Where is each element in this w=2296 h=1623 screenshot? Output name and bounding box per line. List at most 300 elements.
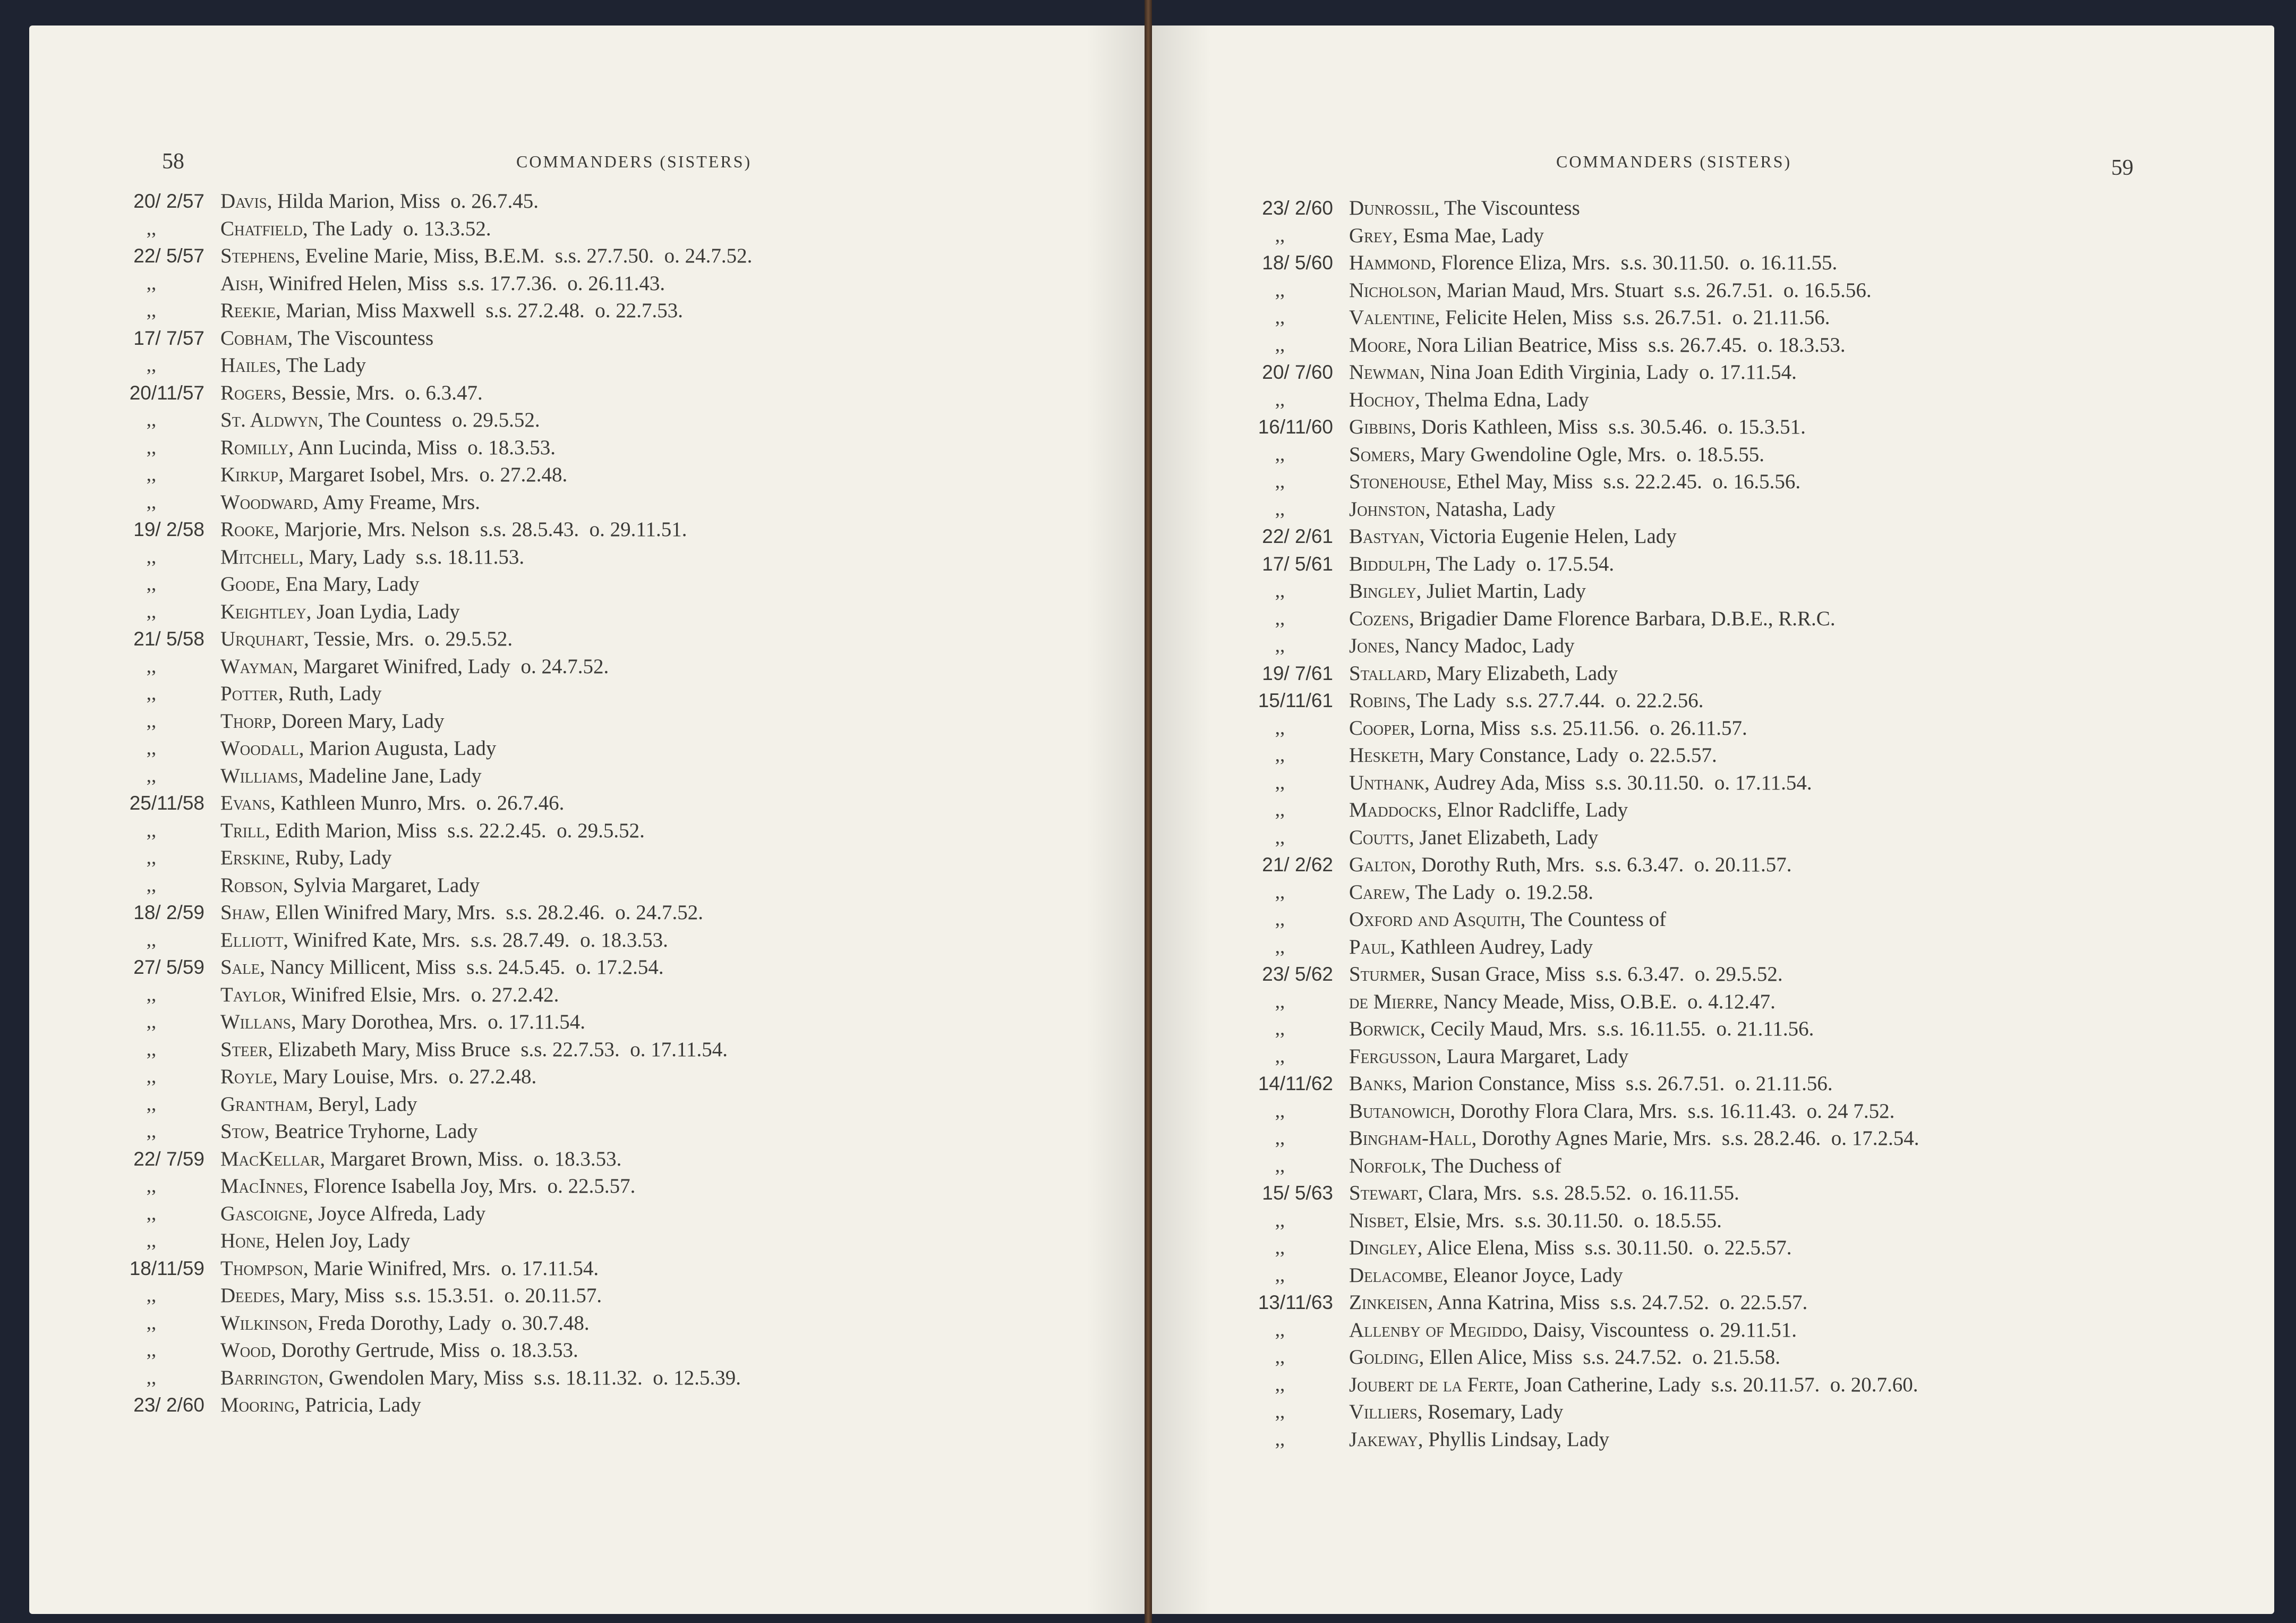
entry-details: , Joyce Alfreda, Lady xyxy=(308,1202,486,1225)
list-item xyxy=(1211,1207,2268,1235)
entry-details: , Amy Freame, Mrs. xyxy=(313,490,480,514)
entry-surname: Thorp xyxy=(220,709,271,733)
entry-details: , Kathleen Munro, Mrs. o. 26.7.46. xyxy=(270,792,565,814)
entry-text xyxy=(220,872,480,899)
entry-text xyxy=(1349,1098,1894,1125)
entry-surname: Grantham xyxy=(220,1092,308,1116)
entry-date: ,, xyxy=(146,354,157,376)
entry-details: , The Lady o. 19.2.58. xyxy=(1405,880,1594,904)
entry-text xyxy=(1349,1371,1918,1399)
entry-details: , Thelma Edna, Lady xyxy=(1415,388,1589,411)
entry-text xyxy=(1349,550,1614,578)
list-item xyxy=(1211,687,2268,715)
gutter-shadow xyxy=(1147,26,1211,1614)
entry-surname: Dunrossil xyxy=(1349,197,1435,219)
entry-text xyxy=(220,598,460,626)
list-item xyxy=(82,680,1139,708)
entry-details: , Daisy, Viscountess o. 29.11.51. xyxy=(1522,1318,1797,1341)
entry-surname: Steer xyxy=(220,1038,268,1061)
entry-text xyxy=(220,516,687,543)
entry-text xyxy=(1349,687,1703,715)
book-spine xyxy=(1145,0,1152,1623)
entry-date: ,, xyxy=(1275,1209,1285,1231)
entry-text xyxy=(220,1063,536,1091)
entry-date: ,, xyxy=(1275,334,1285,356)
entry-text xyxy=(220,927,668,954)
entry-text xyxy=(1349,1043,1628,1070)
list-item xyxy=(1211,441,2268,469)
entry-text xyxy=(1349,523,1677,550)
entry-text xyxy=(1349,1179,1739,1207)
entry-text xyxy=(220,489,480,516)
list-item xyxy=(82,598,1139,626)
list-item xyxy=(1211,796,2268,824)
entry-details: , Esma Mae, Lady xyxy=(1393,224,1544,247)
entry-text xyxy=(220,1118,478,1145)
entry-details: , Ethel May, Miss s.s. 22.2.45. o. 16.5.56. xyxy=(1446,470,1801,493)
entry-date: 13/11/63 xyxy=(1258,1291,1333,1313)
entry-date: ,, xyxy=(146,409,157,431)
list-item xyxy=(82,954,1139,981)
entry-date: 20/ 7/60 xyxy=(1262,361,1333,383)
list-item xyxy=(82,1200,1139,1228)
entry-surname: Valentine xyxy=(1349,306,1435,329)
entry-details: , Margaret Winifred, Lady o. 24.7.52. xyxy=(293,655,609,678)
entry-date: ,, xyxy=(1275,826,1285,848)
list-item xyxy=(1211,879,2268,906)
entry-text xyxy=(220,1282,602,1310)
entry-date: ,, xyxy=(1275,717,1285,739)
entry-details: , Doris Kathleen, Miss s.s. 30.5.46. o. 15.3.51. xyxy=(1411,415,1806,438)
entry-text xyxy=(220,1255,599,1282)
entry-details: , Dorothy Ruth, Mrs. s.s. 6.3.47. o. 20.11.57. xyxy=(1411,853,1792,876)
entry-surname: Erskine xyxy=(220,846,285,869)
entry-details: , Dorothy Gertrude, Miss o. 18.3.53. xyxy=(271,1339,578,1362)
entry-surname: Grey xyxy=(1349,224,1393,247)
entry-date: ,, xyxy=(1275,1127,1285,1149)
entry-date: 22/ 5/57 xyxy=(133,245,204,267)
entry-details: , Edith Marion, Miss s.s. 22.2.45. o. 29.5.52. xyxy=(264,819,645,842)
entry-surname: Newman xyxy=(1349,361,1420,384)
entry-surname: Johnston xyxy=(1349,497,1426,521)
entry-text xyxy=(1349,769,1812,797)
entry-text xyxy=(1349,1398,1563,1426)
entry-surname: Mitchell xyxy=(220,545,299,568)
entry-date: 19/ 2/58 xyxy=(133,519,204,540)
entry-date: 15/ 5/63 xyxy=(1262,1182,1333,1204)
entry-surname: Coutts xyxy=(1349,826,1410,849)
list-item xyxy=(82,242,1139,270)
entry-date: ,, xyxy=(146,710,157,732)
entry-text xyxy=(220,625,513,653)
entry-surname: Zinkeisen xyxy=(1349,1291,1428,1314)
entry-details: , Anna Katrina, Miss s.s. 24.7.52. o. 22.5.57. xyxy=(1428,1291,1808,1314)
entry-details: , Ann Lucinda, Miss o. 18.3.53. xyxy=(288,436,556,459)
list-item xyxy=(1211,304,2268,332)
list-item xyxy=(82,1036,1139,1064)
entry-details: , Marjorie, Mrs. Nelson s.s. 28.5.43. o. 29.11.51. xyxy=(274,518,687,541)
entry-details: , Winifred Elsie, Mrs. o. 27.2.42. xyxy=(281,983,559,1006)
entry-details: , Marion Augusta, Lady xyxy=(298,737,497,760)
entry-date: 15/11/61 xyxy=(1258,690,1333,711)
entry-date: 18/11/59 xyxy=(129,1257,204,1279)
entry-text xyxy=(1349,632,1575,660)
entry-details: , Nancy Madoc, Lady xyxy=(1394,634,1575,657)
entry-details: , Janet Elizabeth, Lady xyxy=(1409,826,1599,849)
entry-details: , Marion Constance, Miss s.s. 26.7.51. o. 21.11.56. xyxy=(1402,1072,1833,1095)
entry-details: , The Lady o. 17.5.54. xyxy=(1426,552,1615,575)
entry-date: ,, xyxy=(1275,881,1285,903)
entry-details: , Gwendolen Mary, Miss s.s. 18.11.32. o. 12.5.39. xyxy=(318,1366,741,1389)
entry-details: , Nancy Millicent, Miss s.s. 24.5.45. o. 17.2.54. xyxy=(260,956,664,979)
list-item xyxy=(1211,468,2268,496)
entry-text xyxy=(1349,1125,1919,1152)
entry-date: 22/ 7/59 xyxy=(133,1148,204,1170)
entry-text xyxy=(1349,1234,1792,1262)
entry-details: , Alice Elena, Miss s.s. 30.11.50. o. 22.5.57. xyxy=(1417,1236,1792,1259)
list-item xyxy=(1211,605,2268,633)
entry-details: , Florence Isabella Joy, Mrs. o. 22.5.57. xyxy=(303,1175,636,1197)
entry-details: , Florence Eliza, Mrs. s.s. 30.11.50. o. 16.11.55. xyxy=(1431,251,1838,274)
list-item xyxy=(82,1364,1139,1392)
entry-surname: Hochoy xyxy=(1349,388,1415,411)
entry-date: ,, xyxy=(1275,1346,1285,1368)
entry-date: 27/ 5/59 xyxy=(133,956,204,978)
entry-text xyxy=(1349,988,1776,1016)
list-item xyxy=(82,516,1139,543)
entry-surname: Fergusson xyxy=(1349,1044,1437,1068)
list-item xyxy=(1211,1316,2268,1344)
entry-surname: Oxford and Asquith xyxy=(1349,908,1521,931)
entry-surname: Paul xyxy=(1349,935,1390,958)
list-item xyxy=(82,872,1139,899)
entry-surname: Bastyan xyxy=(1349,525,1420,548)
entry-date: 21/ 2/62 xyxy=(1262,854,1333,876)
list-item xyxy=(1211,824,2268,852)
entry-text xyxy=(1349,413,1806,441)
entry-text xyxy=(1349,359,1797,386)
list-item xyxy=(82,735,1139,762)
entry-surname: Trill xyxy=(220,819,265,842)
entry-date: ,, xyxy=(146,819,157,842)
list-item xyxy=(82,571,1139,598)
list-item xyxy=(82,215,1139,243)
entry-text xyxy=(220,379,483,407)
entry-date: ,, xyxy=(1275,1373,1285,1396)
entry-details: , Mary, Lady s.s. 18.11.53. xyxy=(298,545,525,568)
entry-details: , Marian Maud, Mrs. Stuart s.s. 26.7.51. o. 16.5.56. xyxy=(1436,278,1872,302)
entry-details: , Brigadier Dame Florence Barbara, D.B.E., R.R.C. xyxy=(1409,607,1836,630)
entry-surname: Hailes xyxy=(220,354,276,377)
entry-text xyxy=(1349,441,1764,469)
entry-surname: Williams xyxy=(220,764,298,787)
entry-surname: Biddulph xyxy=(1349,552,1426,575)
entry-details: , Kathleen Audrey, Lady xyxy=(1390,935,1593,958)
right-page xyxy=(1147,26,2274,1614)
entry-date: ,, xyxy=(146,764,157,787)
entry-surname: Royle xyxy=(220,1065,272,1088)
entry-date: ,, xyxy=(1275,1045,1285,1067)
entry-surname: Galton xyxy=(1349,853,1411,876)
entry-text xyxy=(220,653,609,681)
entry-text xyxy=(1349,468,1800,496)
entry-date: ,, xyxy=(146,272,157,294)
list-item xyxy=(1211,413,2268,441)
entry-details: , Susan Grace, Miss s.s. 6.3.47. o. 29.5.52. xyxy=(1420,963,1783,985)
entry-text xyxy=(1349,879,1593,906)
entry-date: ,, xyxy=(1275,1018,1285,1040)
entry-text xyxy=(220,817,645,845)
page-number: 59 xyxy=(2111,156,2133,180)
entry-date: 20/ 2/57 xyxy=(133,190,204,212)
entry-surname: Wayman xyxy=(220,655,293,678)
list-item xyxy=(82,379,1139,407)
entry-date: ,, xyxy=(146,1366,157,1389)
entry-date: 19/ 7/61 xyxy=(1262,662,1333,684)
list-item xyxy=(1211,1289,2268,1316)
entry-details: , The Countess of xyxy=(1520,908,1667,931)
entry-surname: Somers xyxy=(1349,443,1410,466)
entry-text xyxy=(220,1036,728,1064)
entry-date: ,, xyxy=(146,300,157,321)
entry-date: ,, xyxy=(146,1120,157,1142)
entry-surname: Davis xyxy=(220,190,267,213)
entry-details: , Ena Mary, Lady xyxy=(275,573,420,596)
entry-surname: Villiers xyxy=(1349,1400,1418,1423)
entry-details: , Beryl, Lady xyxy=(308,1092,417,1116)
entry-text xyxy=(220,1337,578,1364)
entry-text xyxy=(1349,304,1830,332)
entry-date: ,, xyxy=(1275,607,1285,630)
entry-text xyxy=(1349,277,1872,304)
entry-text xyxy=(220,543,524,571)
entry-date: ,, xyxy=(146,929,157,951)
entry-surname: Dingley xyxy=(1349,1236,1418,1259)
entry-text xyxy=(1349,577,1586,605)
list-item xyxy=(1211,632,2268,660)
running-head: COMMANDERS (SISTERS) xyxy=(516,152,752,171)
list-item xyxy=(1211,1098,2268,1125)
entry-text xyxy=(220,844,391,872)
entry-date: ,, xyxy=(1275,635,1285,657)
list-item xyxy=(82,1008,1139,1036)
list-item xyxy=(82,543,1139,571)
entry-surname: Kirkup xyxy=(220,463,279,486)
entry-surname: Carew xyxy=(1349,880,1405,904)
entry-details: , Elizabeth Mary, Miss Bruce s.s. 22.7.53. o. 17.11.54. xyxy=(268,1038,728,1061)
entry-text xyxy=(220,1091,417,1118)
entry-surname: Nisbet xyxy=(1349,1209,1404,1232)
entry-surname: Urquhart xyxy=(220,627,304,650)
list-item xyxy=(82,1172,1139,1200)
list-item xyxy=(82,653,1139,681)
entry-date: ,, xyxy=(1275,1154,1285,1177)
entry-surname: Jones xyxy=(1349,634,1395,657)
entry-text xyxy=(1349,605,1836,633)
entry-surname: Aish xyxy=(220,271,259,295)
entry-surname: Hammond xyxy=(1349,251,1431,274)
list-item xyxy=(1211,1234,2268,1262)
entry-text xyxy=(1349,1289,1807,1316)
list-item xyxy=(82,1118,1139,1145)
list-item xyxy=(1211,1152,2268,1180)
entry-text xyxy=(1349,933,1593,961)
entry-date: ,, xyxy=(1275,443,1285,465)
entry-date: 23/ 5/62 xyxy=(1262,963,1333,985)
entry-surname: St. Aldwyn xyxy=(220,409,319,431)
list-item xyxy=(82,188,1139,215)
entry-date: 23/ 2/60 xyxy=(1262,197,1333,219)
entry-date: ,, xyxy=(146,874,157,896)
entry-details: , The Viscountess xyxy=(1434,197,1580,219)
entry-details: , Cecily Maud, Mrs. s.s. 16.11.55. o. 21.11.56. xyxy=(1420,1017,1814,1040)
list-item xyxy=(1211,715,2268,742)
entry-text xyxy=(1349,796,1628,824)
entry-details: , The Duchess of xyxy=(1421,1154,1561,1177)
entry-surname: Keightley xyxy=(220,600,306,623)
list-item xyxy=(1211,1125,2268,1152)
entry-surname: Stephens xyxy=(220,244,295,267)
list-item xyxy=(1211,851,2268,879)
entry-surname: Stallard xyxy=(1349,661,1427,685)
entry-details: , Hilda Marion, Miss o. 26.7.45. xyxy=(267,190,539,213)
list-item xyxy=(1211,933,2268,961)
entry-date: ,, xyxy=(1275,498,1285,520)
entry-date: ,, xyxy=(146,655,157,677)
running-head: COMMANDERS (SISTERS) xyxy=(1556,152,1792,171)
entry-surname: Potter xyxy=(220,682,278,705)
entry-details: , Dorothy Flora Clara, Mrs. s.s. 16.11.43. o. 24 7.52. xyxy=(1450,1099,1895,1123)
entry-surname: Cooper xyxy=(1349,716,1410,740)
entry-text xyxy=(1349,1152,1561,1180)
entry-surname: Sturmer xyxy=(1349,963,1421,985)
list-item xyxy=(82,1063,1139,1091)
list-item xyxy=(82,1310,1139,1337)
entry-details: , Bessie, Mrs. o. 6.3.47. xyxy=(281,381,483,404)
entry-details: , Felicite Helen, Miss s.s. 26.7.51. o. 21.11.56. xyxy=(1435,306,1830,329)
entry-details: , Nora Lilian Beatrice, Miss s.s. 26.7.45. o. 18.3.53. xyxy=(1406,333,1846,356)
entry-surname: Barrington xyxy=(220,1366,319,1389)
entry-surname: Deedes xyxy=(220,1284,280,1307)
entry-details: , Beatrice Tryhorne, Lady xyxy=(264,1120,478,1143)
entry-date: ,, xyxy=(1275,307,1285,328)
entry-text xyxy=(220,461,567,489)
entry-surname: Moore xyxy=(1349,333,1407,356)
entry-surname: Wilkinson xyxy=(220,1311,308,1335)
entry-date: 21/ 5/58 xyxy=(133,628,204,650)
list-item xyxy=(1211,1262,2268,1289)
entry-date: ,, xyxy=(146,1230,157,1252)
entry-text xyxy=(220,215,491,243)
entry-date: ,, xyxy=(1275,908,1285,930)
entry-surname: Willans xyxy=(220,1010,291,1033)
entry-text xyxy=(1349,1070,1833,1098)
entry-date: ,, xyxy=(146,1312,157,1334)
entry-details: , The Viscountess xyxy=(287,326,434,350)
entry-date: ,, xyxy=(146,491,157,513)
list-item xyxy=(82,1391,1139,1419)
entry-surname: Allenby of Megiddo xyxy=(1349,1318,1523,1341)
entry-surname: Gibbins xyxy=(1349,415,1411,438)
entry-surname: Thompson xyxy=(220,1256,303,1280)
list-item xyxy=(1211,1344,2268,1371)
entry-surname: Mooring xyxy=(220,1393,295,1416)
entry-surname: Romilly xyxy=(220,436,289,459)
entry-surname: Joubert de la Ferte xyxy=(1349,1373,1514,1396)
entry-surname: Taylor xyxy=(220,983,281,1006)
entry-date: ,, xyxy=(1275,279,1285,301)
entry-date: ,, xyxy=(146,1202,157,1225)
entry-surname: Hone xyxy=(220,1229,265,1252)
entry-date: ,, xyxy=(146,683,157,704)
entry-date: 22/ 2/61 xyxy=(1262,525,1333,547)
entry-date: ,, xyxy=(1275,990,1285,1013)
entry-text xyxy=(220,352,366,379)
entry-text xyxy=(1349,1015,1814,1043)
entry-text xyxy=(1349,386,1589,414)
entry-surname: Robins xyxy=(1349,689,1406,712)
entry-surname: Gascoigne xyxy=(220,1202,308,1225)
entry-surname: Wood xyxy=(220,1339,271,1362)
list-item xyxy=(1211,359,2268,386)
entry-text xyxy=(220,1364,741,1392)
entry-details: , Audrey Ada, Miss s.s. 30.11.50. o. 17.11.54. xyxy=(1424,771,1812,794)
list-item xyxy=(82,489,1139,516)
list-item xyxy=(82,270,1139,298)
entry-surname: Shaw xyxy=(220,901,266,924)
entry-details: , Clara, Mrs. s.s. 28.5.52. o. 16.11.55. xyxy=(1418,1182,1739,1204)
list-item xyxy=(82,406,1139,434)
entry-date: ,, xyxy=(146,573,157,595)
entry-surname: Goode xyxy=(220,573,276,596)
entry-details: , Madeline Jane, Lady xyxy=(298,764,482,787)
list-item xyxy=(1211,523,2268,550)
entry-date: 18/ 2/59 xyxy=(133,902,204,923)
entry-list xyxy=(82,188,1139,1419)
entry-details: , Sylvia Margaret, Lady xyxy=(283,873,480,897)
entry-surname: Cobham xyxy=(220,326,288,350)
entry-text xyxy=(1349,660,1618,687)
entry-details: , Patricia, Lady xyxy=(294,1393,421,1416)
entry-date: ,, xyxy=(1275,580,1285,602)
entry-list xyxy=(1211,194,2268,1453)
entry-surname: Norfolk xyxy=(1349,1154,1422,1177)
list-item xyxy=(1211,1179,2268,1207)
entry-surname: Stonehouse xyxy=(1349,470,1447,493)
list-item xyxy=(82,625,1139,653)
entry-date: 16/11/60 xyxy=(1258,416,1333,438)
entry-text xyxy=(1349,332,1846,359)
entry-date: ,, xyxy=(146,847,157,869)
entry-date: 23/ 2/60 xyxy=(133,1394,204,1416)
entry-text xyxy=(220,1310,590,1337)
entry-date: ,, xyxy=(146,1285,157,1306)
entry-text xyxy=(1349,1316,1797,1344)
entry-date: ,, xyxy=(146,217,157,240)
list-item xyxy=(82,789,1139,817)
entry-details: , Ruby, Lady xyxy=(285,846,392,869)
entry-details: , Elsie, Mrs. s.s. 30.11.50. o. 18.5.55. xyxy=(1404,1209,1722,1232)
entry-date: 20/11/57 xyxy=(129,381,204,404)
entry-details: , Ruth, Lady xyxy=(278,682,382,705)
entry-surname: Bingley xyxy=(1349,580,1416,602)
entry-date: ,, xyxy=(146,737,157,759)
entry-surname: Robson xyxy=(220,873,283,897)
entry-text xyxy=(220,735,496,762)
entry-text xyxy=(220,762,482,790)
list-item xyxy=(1211,1015,2268,1043)
entry-date: ,, xyxy=(1275,1401,1285,1423)
